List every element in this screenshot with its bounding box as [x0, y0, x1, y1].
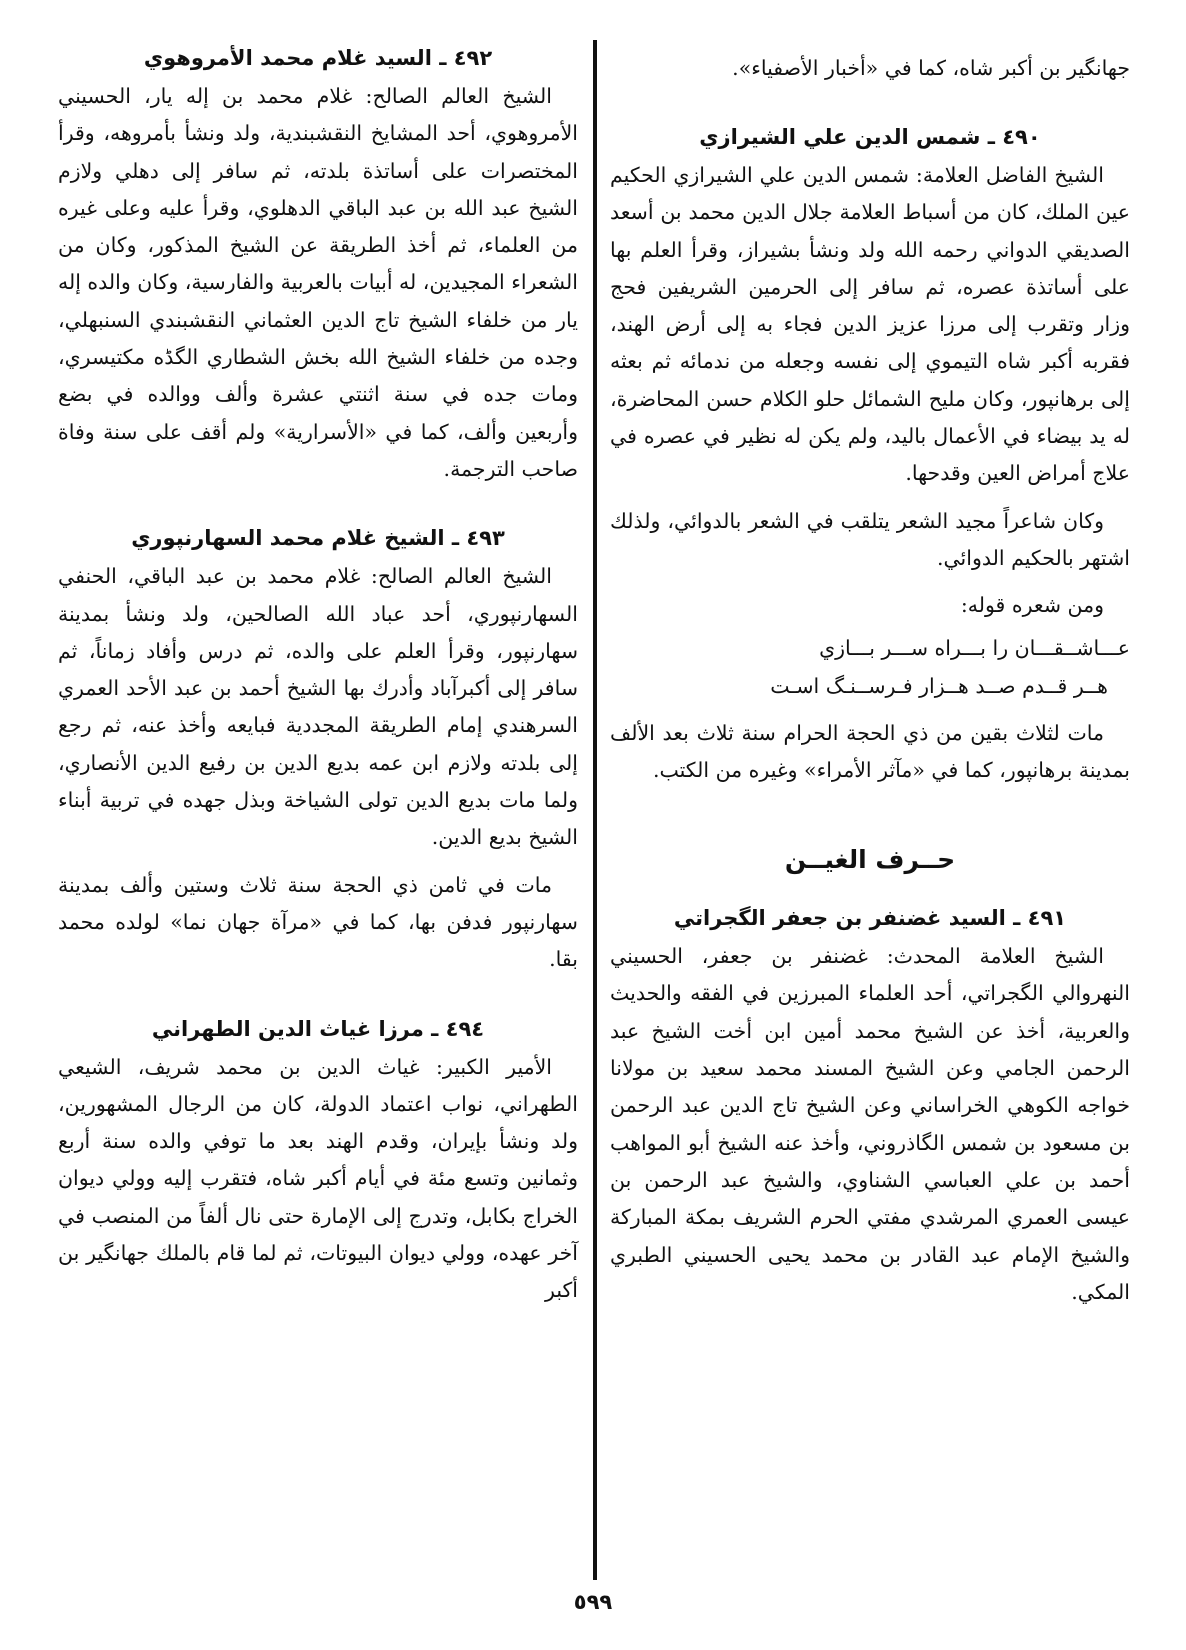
right-column [610, 38, 1130, 1311]
entry-title: ٤٩١ ـ السيد غضنفر بن جعفر الگجراتي [673, 906, 1067, 931]
entry-paragraph: الشيخ العالم الصالح: غلام محمد بن إله يار، الحسيني الأمروهوي، أحد المشايخ النقشبندية، ولد ونشأ بأمروهه، وقرأ المختصرات على أساتذة بلدته، ثم سافر إلى دهلي ولازم الشيخ عبد الله بن عبد الباقي الدهلوي، وقرأ عليه وعلى غيره من العلماء، ثم أخذ الطريقة عن الشيخ المذكور، وكان من الشعراء المجيدين، له أبيات بالعربية والفارسية، وكان والده إله يار من خلفاء الشيخ تاج الدين العثماني النقشبندي السنبهلي، وجده من خلفاء الشيخ الله بخش الشطاري الگڈه مكتيسري، ومات جده في سنة اثنتي عشرة وألف ووالده في بضع وأربعين وألف، كما في «الأسرارية» ولم أقف على سنة وفاة صاحب الترجمة. [57, 84, 578, 481]
entry-title: ٤٩٢ ـ السيد غلام محمد الأمروهوي [143, 46, 493, 70]
poem-verse [610, 629, 1130, 705]
page-number: ٥٩٩ [573, 1590, 613, 1614]
column-divider [593, 40, 597, 1580]
verse-line: هــر قــدم صــد هــزار فـرســنـگ اسـت [770, 673, 1108, 698]
entry-title: ٤٩٠ ـ شمس الدين علي الشيرازي [699, 125, 1041, 149]
entry-paragraph: وكان شاعراً مجيد الشعر يتلقب في الشعر بالدوائي، ولذلك اشتهر بالحكيم الدوائي. [610, 508, 1130, 570]
entry-paragraph: الشيخ العلامة المحدث: غضنفر بن جعفر، الحسيني النهروالي الگجراتي، أحد العلماء المبرزين في الفقه والحديث والعربية، أخذ عن الشيخ محمد أمين ابن أخت الشيخ عبد الرحمن الجامي وعن الشيخ المسند محمد سعيد بن مولانا خواجه الكوهي الخراساني وعن الشيخ تاج الدين عبد الرحمن بن مسعود بن شمس الگاذروني، وأخذ عنه الشيخ أبو المواهب أحمد بن علي العباسي الشناوي، والشيخ عبد الرحمن بن عيسى العمري المرشدي مفتي الحرم الشريف بمكة المباركة والشيخ الإمام عبد القادر بن محمد يحيى الحسيني الطبري المكي. [610, 944, 1130, 1304]
poem-intro: ومن شعره قوله: [960, 593, 1104, 618]
entry-title: ٤٩٤ ـ مرزا غياث الدين الطهراني [151, 1016, 485, 1041]
entry-491 [610, 898, 1130, 1311]
entry-paragraph: الشيخ الفاضل العلامة: شمس الدين علي الشيرازي الحكيم عين الملك، كان من أسباط العلامة جلال الدين محمد بن أسعد الصديقي الدواني رحمه الله ولد ونشأ بشيراز، وقرأ العلم بها على أساتذة عصره، ثم سافر إلى الحرمين الشريفين فحج وزار وتقرب إلى مرزا عزيز الدين فجاء به إلى أرض الهند، فقربه أكبر شاه التيموي إلى نفسه وجعله من ندمائه ثم بعثه إلى برهانپور، وكان مليح الشمائل حلو الكلام حسن المحاضرة، له يد بيضاء في الأعمال باليد، ولم يكن له نظير في عصره في علاج أمراض العين وقدحها. [610, 163, 1130, 486]
letter-heading: حــرف الغيــن [784, 845, 956, 875]
entry-493 [58, 518, 578, 978]
entry-title: ٤٩٣ ـ الشيخ غلام محمد السهارنپوري [131, 526, 505, 551]
left-column [58, 38, 578, 1310]
entry-paragraph: مات في ثامن ذي الحجة سنة ثلاث وستين وألف بمدينة سهارنپور فدفن بها، كما في «مرآة جهان نما» لولده محمد بقا. [58, 872, 578, 972]
continuation-text: جهانگير بن أكبر شاه، كما في «أخبار الأصفياء». [732, 56, 1130, 80]
verse-line: عـــاشــقـــان را بـــراه ســـر بـــازي [819, 635, 1130, 660]
entry-paragraph: الشيخ العالم الصالح: غلام محمد بن عبد الباقي، الحنفي السهارنپوري، أحد عباد الله الصالحين، ولد ونشأ بمدينة سهارنپور، وقرأ العلم على والده، ثم درس وأفاد زماناً، ثم سافر إلى أكبرآباد وأدرك بها الشيخ أحمد بن عبد الأحد العمري السرهندي إمام الطريقة المجددية فبايعه وأخذ عنه، ثم رجع إلى بلدته ولازم ابن عمه بديع الدين بن رفيع الدين الأنصاري، ولما مات بديع الدين تولى الشياخة وبذل جهده في تربية أبناء الشيخ بديع الدين. [58, 564, 578, 850]
entry-paragraph: مات لثلاث بقين من ذي الحجة الحرام سنة ثلاث بعد الألف بمدينة برهانپور، كما في «مآثر الأمراء» وغيره من الكتب. [610, 720, 1130, 782]
entry-490 [610, 117, 1130, 789]
entry-494 [58, 1009, 578, 1310]
entry-paragraph: الأمير الكبير: غياث الدين بن محمد شريف، الشيعي الطهراني، نواب اعتماد الدولة، كان من الرجال المشهورين، ولد ونشأ بإيران، وقدم الهند بعد ما توفي والده سنة أربع وثمانين وتسع مئة في أيام أكبر شاه، فتقرب إليه وولي ديوان الخراج بكابل، وتدرج إلى الإمارة حتى نال ألفاً من المنصب في آخر عهده، وولي ديوان البيوتات، ثم لما قام بالملك جهانگير بن أكبر [58, 1054, 578, 1303]
entry-492 [58, 38, 578, 488]
